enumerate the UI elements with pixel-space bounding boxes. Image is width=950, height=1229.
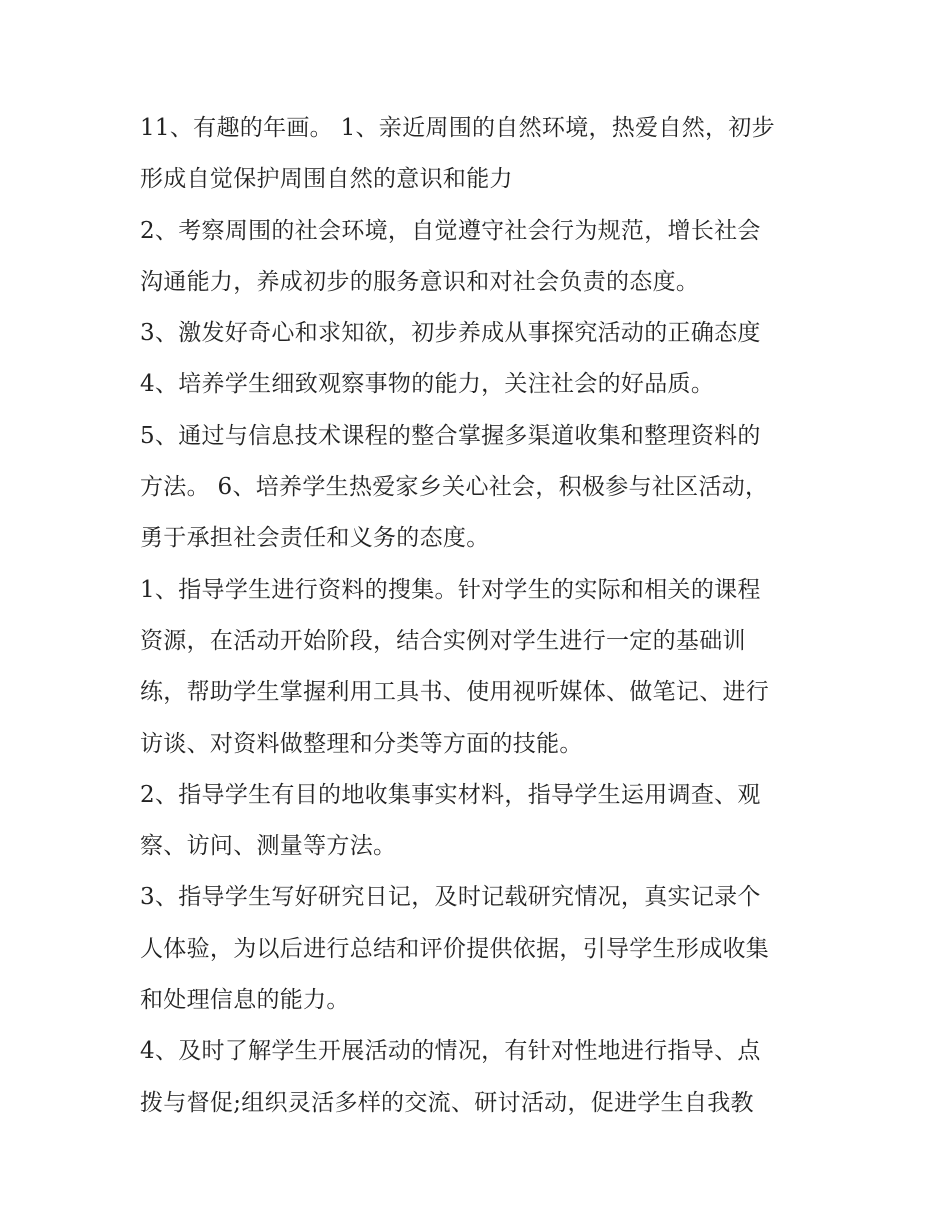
paragraph-8 — [140, 872, 820, 1026]
text-line: 访谈、对资料做整理和分类等方面的技能。 — [140, 730, 583, 757]
document-body — [140, 103, 820, 1129]
text-line: 1、指导学生进行资料的搜集。针对学生的实际和相关的课程 — [140, 576, 761, 603]
text-line: 5、通过与信息技术课程的整合掌握多渠道收集和整理资料的 — [140, 422, 761, 449]
text-line: 察、访问、测量等方法。 — [140, 833, 397, 860]
paragraph-1 — [140, 103, 820, 206]
text-line: 练，帮助学生掌握利用工具书、使用视听媒体、做笔记、进行 — [140, 679, 770, 706]
text-line: 方法。 6、培养学生热爱家乡关心社会，积极参与社区活动， — [140, 474, 769, 501]
paragraph-3 — [140, 308, 820, 359]
text-line: 11、有趣的年画。 1、亲近周围的自然环境，热爱自然，初步 — [140, 115, 775, 141]
text-line: 4、培养学生细致观察事物的能力，关注社会的好品质。 — [140, 371, 715, 398]
paragraph-7 — [140, 770, 820, 873]
text-line: 形成自觉保护周围自然的意识和能力 — [140, 166, 513, 193]
text-line: 资源，在活动开始阶段，结合实例对学生进行一定的基础训 — [140, 627, 746, 654]
paragraph-2 — [140, 206, 820, 309]
paragraph-9 — [140, 1026, 820, 1129]
paragraph-5 — [140, 411, 820, 565]
text-line: 3、激发好奇心和求知欲，初步养成从事探究活动的正确态度 — [140, 320, 761, 347]
paragraph-6 — [140, 565, 820, 770]
text-line: 4、及时了解学生开展活动的情况，有针对性地进行指导、点 — [140, 1038, 761, 1065]
text-line: 拨与督促;组织灵活多样的交流、研讨活动，促进学生自我教 — [140, 1089, 754, 1116]
paragraph-4 — [140, 359, 820, 410]
text-line: 勇于承担社会责任和义务的态度。 — [140, 525, 490, 552]
text-line: 沟通能力，养成初步的服务意识和对社会负责的态度。 — [140, 268, 700, 295]
text-line: 2、考察周围的社会环境，自觉遵守社会行为规范，增长社会 — [140, 217, 761, 244]
text-line: 2、指导学生有目的地收集事实材料，指导学生运用调查、观 — [140, 781, 761, 808]
text-line: 3、指导学生写好研究日记，及时记载研究情况，真实记录个 — [140, 884, 761, 911]
text-line: 人体验，为以后进行总结和评价提供依据，引导学生形成收集 — [140, 935, 770, 962]
text-line: 和处理信息的能力。 — [140, 987, 350, 1014]
